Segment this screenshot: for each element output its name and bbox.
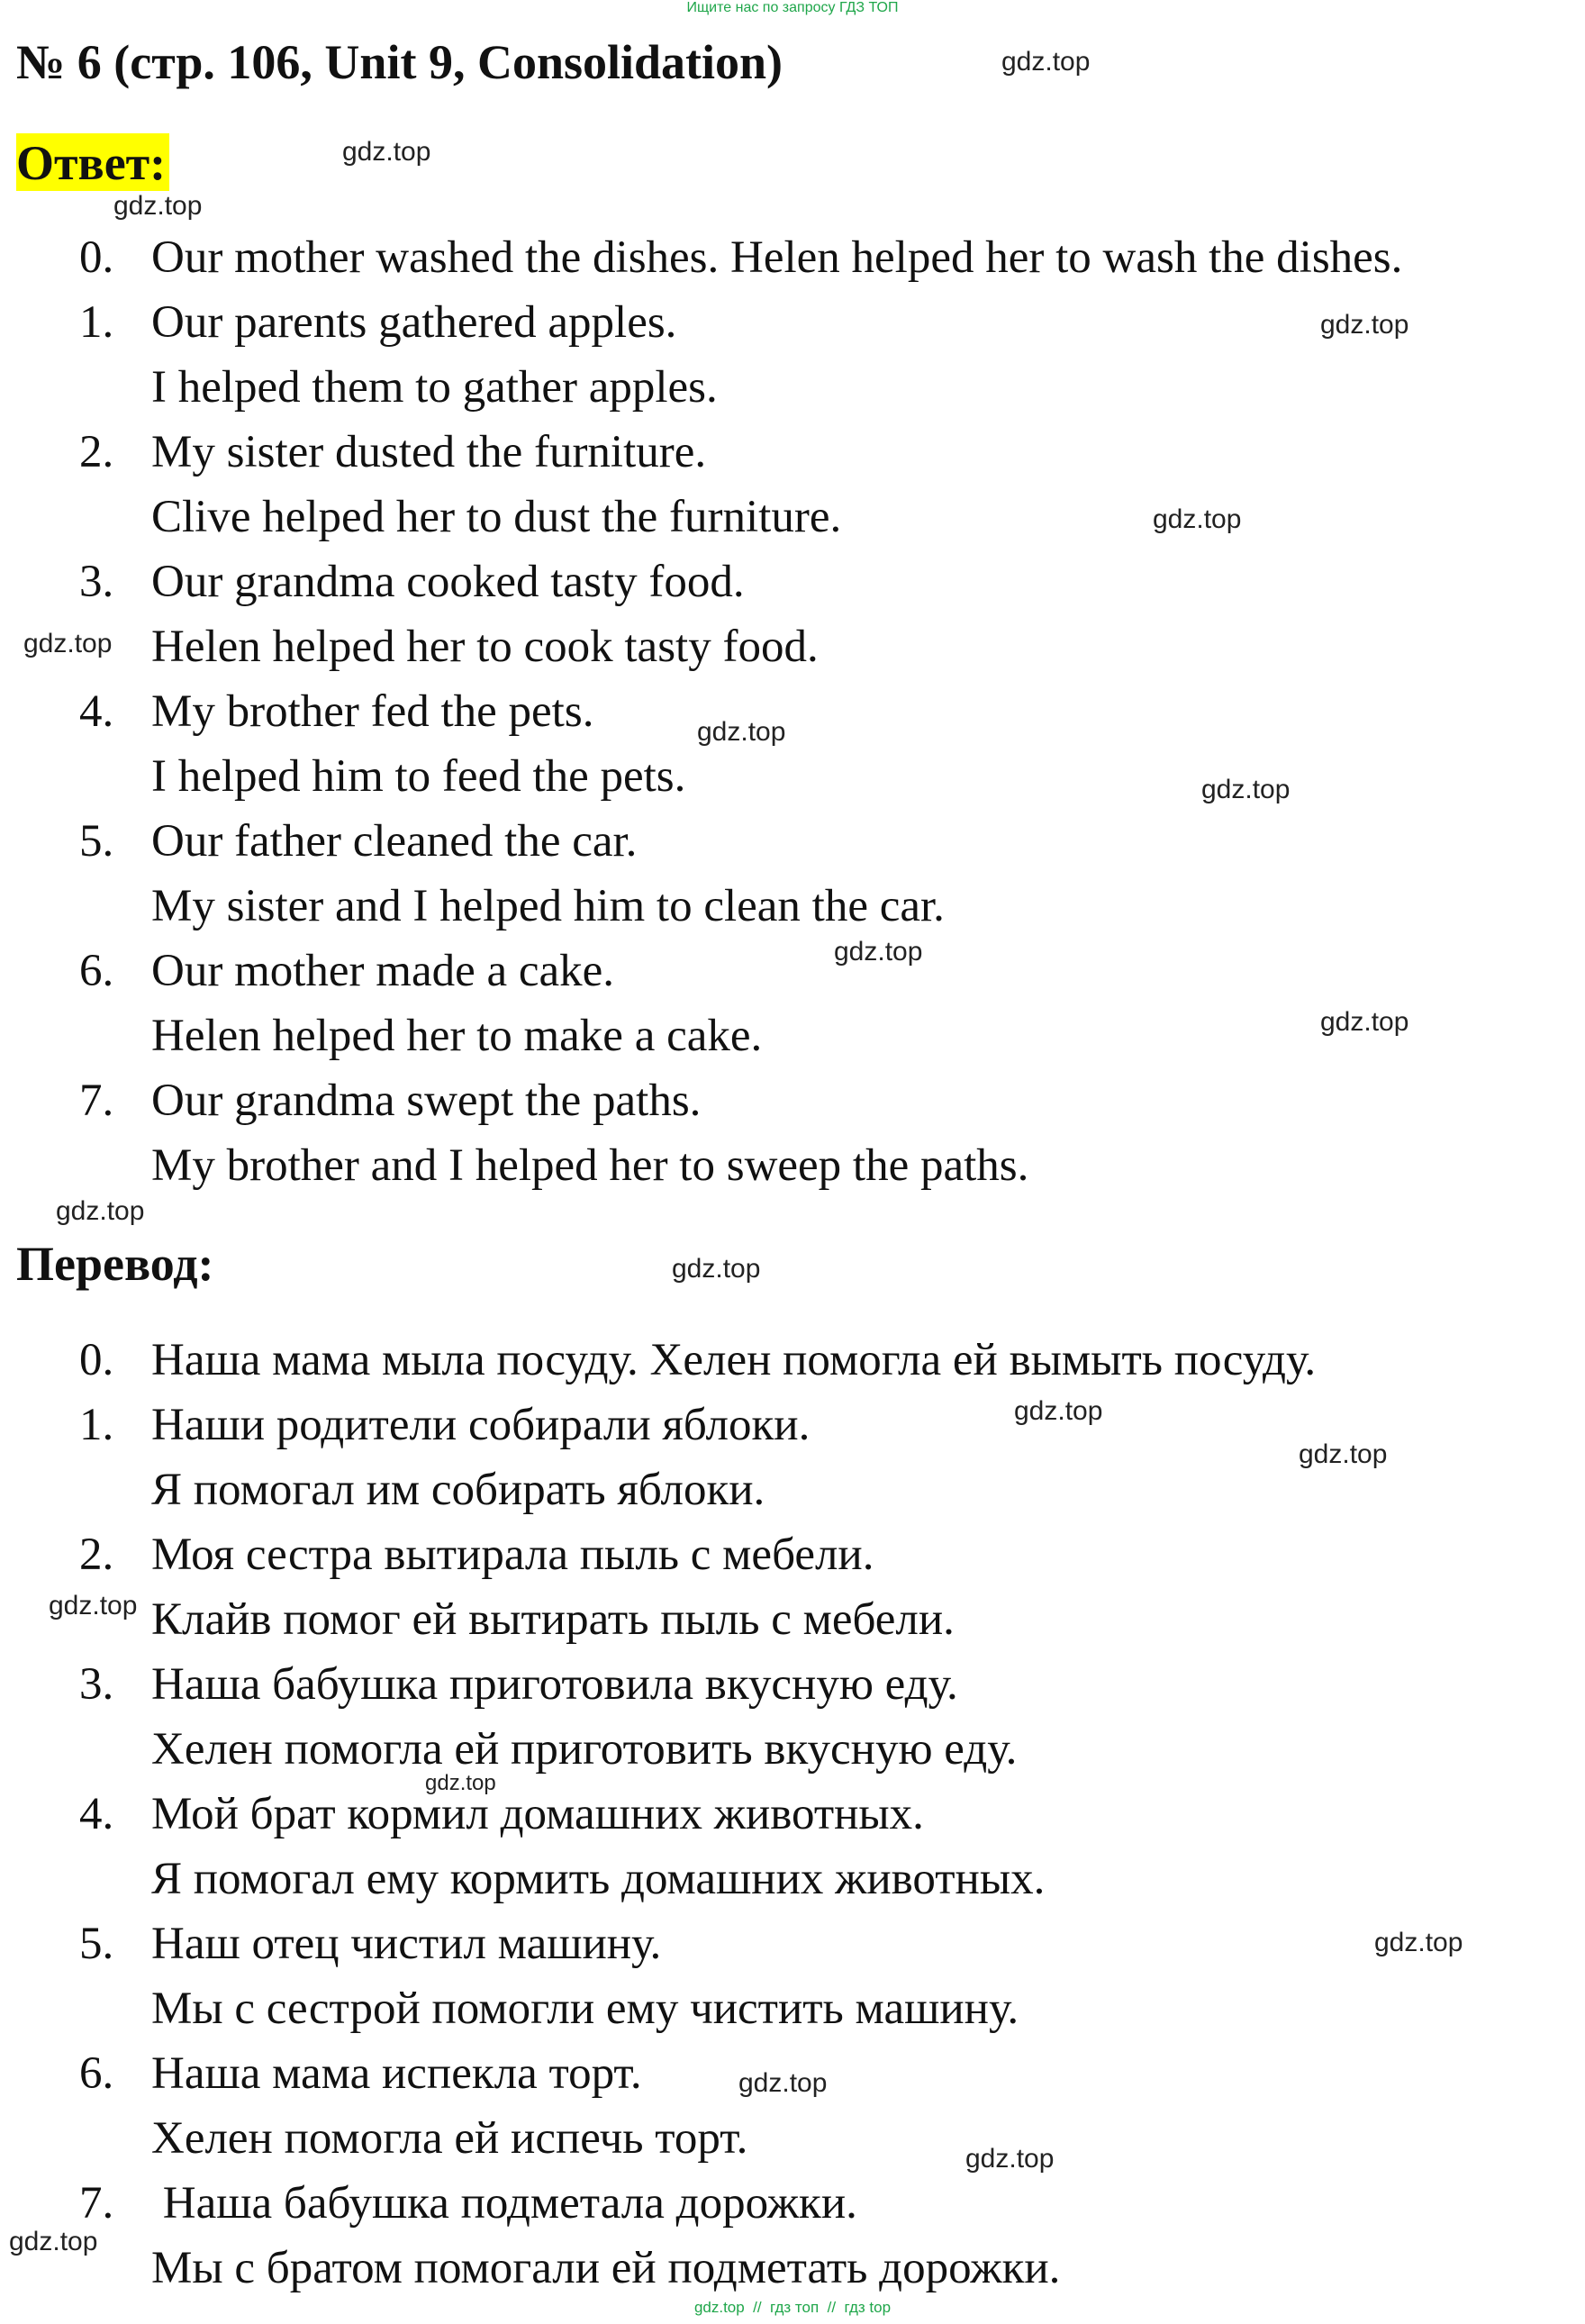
answer-text: Our parents gathered apples. [151, 297, 677, 348]
item-number: 4. [79, 1789, 114, 1839]
item-number: 3. [79, 1659, 114, 1710]
translation-text: Я помогал им собирать яблоки. [151, 1465, 765, 1515]
watermark: gdz.top [1299, 1439, 1388, 1469]
translation-text: Хелен помогла ей испечь торт. [151, 2113, 748, 2164]
watermark: gdz.top [1153, 504, 1242, 534]
translation-text: Мы с братом помогали ей подметать дорожки. [151, 2243, 1061, 2293]
answer-text: My brother fed the pets. [151, 686, 594, 737]
watermark: gdz.top [56, 1196, 145, 1226]
answer-text: I helped them to gather apples. [151, 362, 718, 413]
watermark: gdz.top [23, 629, 113, 658]
watermark: gdz.top [697, 717, 786, 747]
watermark: gdz.top [1201, 775, 1291, 804]
watermark: gdz.top [425, 1771, 496, 1795]
answer-text: Helen helped her to cook tasty food. [151, 622, 819, 672]
translation-text: Наша мама мыла посуду. Хелен помогла ей вымыть посуду. [151, 1335, 1317, 1385]
item-number: 6. [79, 2048, 114, 2099]
watermark: gdz.top [9, 2227, 98, 2256]
answer-text: Our mother washed the dishes. Helen helped her to wash the dishes. [151, 232, 1403, 283]
item-number: 7. [79, 2178, 114, 2229]
translation-text: Наша бабушка подметала дорожки. [151, 2178, 857, 2229]
watermark: gdz.top [342, 137, 431, 167]
translation-text: Наша мама испекла торт. [151, 2048, 642, 2099]
item-number: 2. [79, 1530, 114, 1580]
answer-text: My brother and I helped her to sweep the paths. [151, 1140, 1029, 1191]
answer-text: Our grandma cooked tasty food. [151, 557, 745, 607]
answer-text: Our mother made a cake. [151, 946, 615, 996]
answer-text: My sister dusted the furniture. [151, 427, 707, 477]
answer-text: Clive helped her to dust the furniture. [151, 492, 842, 542]
item-number: 7. [79, 1076, 114, 1126]
translation-text: Мы с сестрой помогли ему чистить машину. [151, 1984, 1019, 2034]
answer-text: Helen helped her to make a cake. [151, 1011, 763, 1061]
item-number: 2. [79, 427, 114, 477]
item-number: 1. [79, 1400, 114, 1450]
answer-text: My sister and I helped him to clean the car. [151, 881, 945, 931]
translation-text: Наш отец чистил машину. [151, 1919, 662, 1969]
item-number: 5. [79, 816, 114, 867]
item-number: 5. [79, 1919, 114, 1969]
watermark: gdz.top [965, 2144, 1055, 2174]
translation-heading: Перевод: [16, 1237, 214, 1291]
watermark: gdz.top [1320, 1007, 1409, 1037]
watermark: gdz.top [672, 1254, 761, 1284]
watermark: gdz.top [834, 937, 923, 967]
answer-text: Our grandma swept the paths. [151, 1076, 702, 1126]
answer-heading: Ответ: [16, 133, 169, 191]
watermark: gdz.top [1374, 1928, 1463, 1957]
answer-text: I helped him to feed the pets. [151, 751, 686, 802]
watermark: gdz.top [1320, 310, 1409, 340]
translation-text: Наша бабушка приготовила вкусную еду. [151, 1659, 958, 1710]
item-number: 0. [79, 1335, 114, 1385]
item-number: 1. [79, 297, 114, 348]
translation-text: Наши родители собирали яблоки. [151, 1400, 811, 1450]
item-number: 0. [79, 232, 114, 283]
top-search-note: Ищите нас по запросу ГДЗ ТОП [686, 0, 899, 15]
translation-text: Я помогал ему кормить домашних животных. [151, 1854, 1046, 1904]
watermark: gdz.top [113, 191, 203, 221]
item-number: 6. [79, 946, 114, 996]
item-number: 3. [79, 557, 114, 607]
watermark: gdz.top [49, 1591, 138, 1620]
watermark: gdz.top [1001, 47, 1091, 77]
translation-text: Клайв помог ей вытирать пыль с мебели. [151, 1594, 955, 1645]
bottom-footer-note: gdz.top // гдз топ // гдз top [693, 2299, 892, 2316]
translation-text: Мой брат кормил домашних животных. [151, 1789, 924, 1839]
item-number: 4. [79, 686, 114, 737]
translation-text: Моя сестра вытирала пыль с мебели. [151, 1530, 874, 1580]
answer-text: Our father cleaned the car. [151, 816, 638, 867]
watermark: gdz.top [1014, 1396, 1103, 1426]
watermark: gdz.top [738, 2068, 828, 2098]
page-title: № 6 (стр. 106, Unit 9, Consolidation) [16, 35, 783, 89]
translation-text: Хелен помогла ей приготовить вкусную еду. [151, 1724, 1018, 1775]
